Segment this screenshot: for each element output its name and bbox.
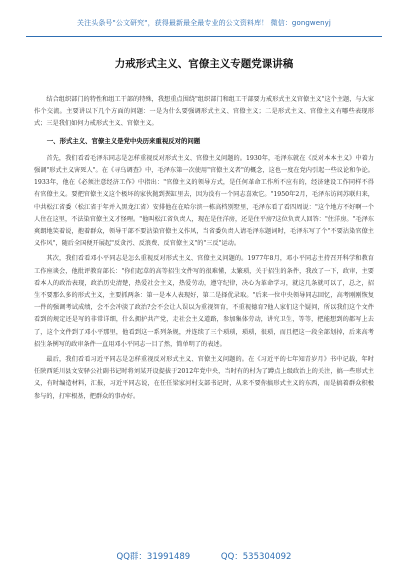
qq-number-text: QQ：535304092 — [220, 552, 292, 562]
section-heading: 一、形式主义、官僚主义是党中央历来重视反对的问题 — [46, 136, 201, 145]
promo-banner: 关注头条号"公文研究"，获得最新最全最专业的公文资料库！ 微信：gongwenyj — [77, 19, 331, 27]
document-title: 力戒形式主义、官僚主义专题党课讲稿 — [114, 58, 294, 70]
contact-footer — [0, 550, 408, 562]
document-body — [34, 94, 374, 406]
body-paragraph-2: 其次，我们看看邓小平同志是怎么重视反对形式主义、官僚主义问题的。1977年8月，邓小平同志主持召开科学和教育工作座谈会，他批评教育部长："你们起草的高等招生文件写的很难懂，太繁琐，关于招生的条件，我改了一下，政审，主要看本人的政治表现，政治历史清楚，热爱社会主义，热爱劳动，遵守纪律，决心为革命学习，就这几条就可以了，总之，招生不要那么多的形式主义，主要抓两条：第一是本人表现好，第二是择优录取。"后来一位中央领导同志回忆，高考刚刚恢复一件的强调考试成绩，会不会冲淡了政治?会不会让人误以为重视智育，不重视德育?他人家们这个疑问，所以我们这个文件看到的规定还是写的非常详细，什么拥护共产党，走社会主义道路，参加集体劳动，讲究卫生，等等，把能想到的都写上去了，这个文件到了邓小平那里，他看到这一系列条规，并连续了三个琐琐，琐琐，很琐，而且把这一段全部划掉，后来高考招生条例写的政审条件一直用邓小平同志一目了然，简单明了的表述。 — [34, 255, 374, 348]
body-paragraph-3: 最后，我们看看习近平同志是怎样重视反对形式主义、官僚主义问题的。在《习近平的七年知青岁月》书中记载，年时任陕西延川县文安驿公社副书记时将刘某开设提拔于2012年党中央，当时有的村为了蹲点上级政治上的关注，搞一些形式主义，有时编造材料，汇报，习近平同志说，在任任梁家河村支部书记时，从来不要你搞形式主义的东西，而是搞着群众积极参与的，打牢根基，把群众的事办好。 — [34, 356, 374, 400]
banner-divider — [26, 36, 382, 37]
intro-paragraph: 结合组织部门的特性和组工干部的特殊，我想重点围绕"组织部门和组工干部要力戒形式主义官僚主义"这个主题，与大家作个交流。主要讲以下几个方面的问题：一是为什么要强调形式主义、官僚主义；二是形式主义、官僚主义有哪些表现形式；三是我们如何力戒形式主义、官僚主义。 — [34, 96, 374, 128]
body-paragraph-1: 首先，我们看看毛泽东同志是怎样重视反对形式主义、官僚主义问题的。1930年，毛泽东就在《反对本本主义》中着力强调"形式主义害死人"。在《寻乌调查》中，毛泽东第一次使用"官僚主义者"的概念，这也一度在党内引起一些议论和争论。1933年，他在《必须注意经济工作》中指出："官僚主义的领导方式，是任何革命工作所不应有的，经济建设工作同样不得有官僚主义。要把官僚主义这个极坏的家伙抛到粪缸里去，因为没有一个同志喜欢它。"1950年2月，毛泽东访问苏联归来，中共松江省委（松江省于年并入黑龙江省）安排他在在哈尔滨一栋高档别墅里，毛泽东看了看四周说："这个地方不好啊一个人住在这里，不法染官僚主义才怪哩。"他叫松江省负责人，现在是住洋房，还是住平房?这位负责人回答："住洋房。"毛泽东爽朗地笑着说，抱着群众，领导干部不要沾染官僚主义作风，当省委负责人请毛泽东题词时，毛泽东写了个"不要沾染官僚主义作风"，随后全国便开展起"反贪污、反浪费、反官僚主义"的"三反"运动。 — [34, 154, 374, 248]
qq-group-text: QQ群：31991489 — [116, 552, 191, 562]
